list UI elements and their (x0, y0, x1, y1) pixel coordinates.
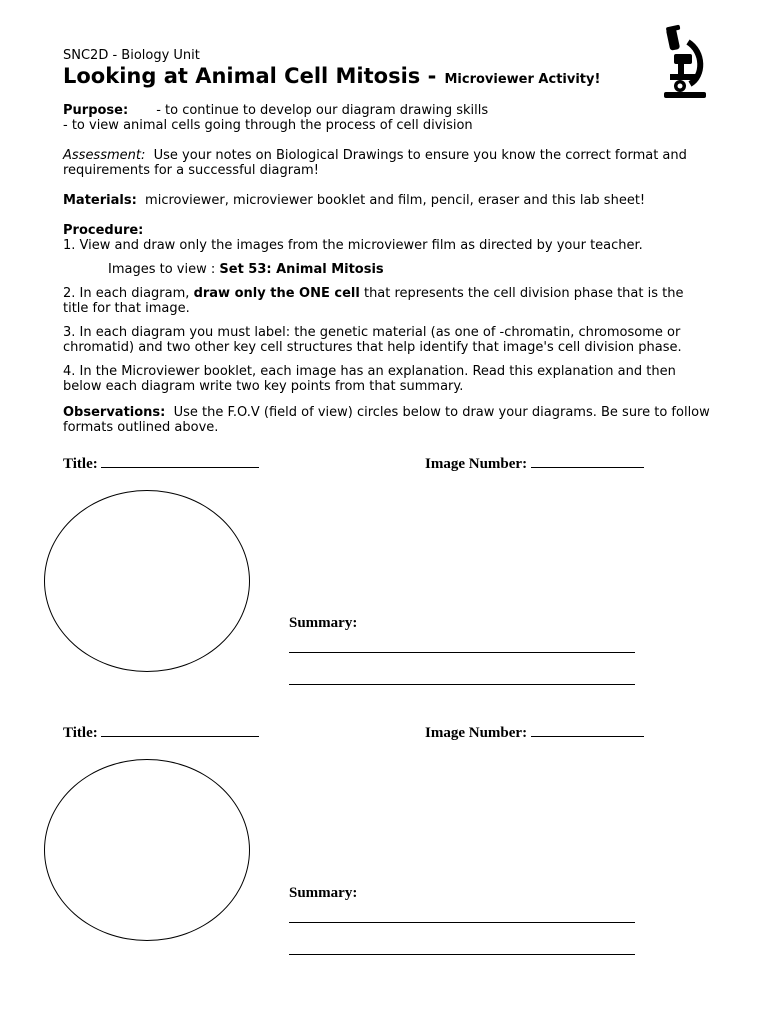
materials-section (63, 193, 713, 208)
purpose-line-1: - to continue to develop our diagram drawing skills (156, 103, 489, 118)
observations-label: Observations: (63, 405, 166, 420)
procedure-step-2: 2. In each diagram, draw only the ONE cell that represents the cell division phase that is the title for that image. (63, 286, 684, 316)
diagram-2-image-number-blank[interactable] (531, 723, 644, 737)
diagram-2-title: Title: (63, 723, 259, 742)
materials-text: microviewer, microviewer booklet and film, pencil, eraser and this lab sheet! (145, 193, 646, 208)
procedure-step-3: 3. In each diagram you must label: the genetic material (as one of -chromatin, chromosome or chromatid) and two other key cell structures that help identify that image's cell division phase. (63, 325, 682, 355)
diagram-2-title-blank[interactable] (101, 723, 259, 737)
assessment-label: Assessment: (63, 148, 146, 163)
page-subtitle: Microviewer Activity! (444, 72, 601, 87)
diagram-2-summary-line-1[interactable] (289, 922, 635, 923)
diagram-2-summary-line-2[interactable] (289, 954, 635, 955)
diagram-1-fov-circle[interactable] (44, 490, 250, 672)
procedure-label: Procedure: (63, 223, 144, 238)
observations-text: Use the F.O.V (field of view) circles below to draw your diagrams. Be sure to follow formats outlined above. (63, 405, 710, 435)
diagram-1-image-number-blank[interactable] (531, 454, 644, 468)
microscope-icon (660, 24, 710, 100)
procedure-step-1: 1. View and draw only the images from the microviewer film as directed by your teacher. (63, 238, 643, 253)
purpose-section (63, 103, 713, 133)
diagram-2-fov-circle[interactable] (44, 759, 250, 941)
images-to-view (108, 262, 708, 277)
diagram-2-image-number: Image Number: (425, 723, 644, 742)
step-2-emphasis: draw only the ONE cell (193, 286, 360, 301)
purpose-line-2: - to view animal cells going through the process of cell division (63, 118, 473, 133)
page-title: Looking at Animal Cell Mitosis - (63, 64, 437, 88)
purpose-label: Purpose: (63, 103, 129, 118)
procedure-step-4: 4. In the Microviewer booklet, each image has an explanation. Read this explanation and then below each diagram write two key points from that summary. (63, 364, 676, 394)
diagram-1-title: Title: (63, 454, 259, 473)
diagram-1-summary-label: Summary: (289, 615, 358, 631)
assessment-text: Use your notes on Biological Drawings to ensure you know the correct format and requirements for a successful diagram! (63, 148, 687, 178)
materials-label: Materials: (63, 193, 137, 208)
course-label: SNC2D - Biology Unit (63, 48, 200, 63)
diagram-1-image-number: Image Number: (425, 454, 644, 473)
diagram-1-summary-line-2[interactable] (289, 684, 635, 685)
images-set: Set 53: Animal Mitosis (219, 262, 384, 277)
images-prefix: Images to view : (108, 262, 216, 277)
page-title-row (63, 64, 600, 88)
observations-section (63, 405, 713, 435)
diagram-1-summary-line-1[interactable] (289, 652, 635, 653)
diagram-2-summary-label: Summary: (289, 885, 358, 901)
assessment-section (63, 148, 713, 178)
diagram-1-title-blank[interactable] (101, 454, 259, 468)
